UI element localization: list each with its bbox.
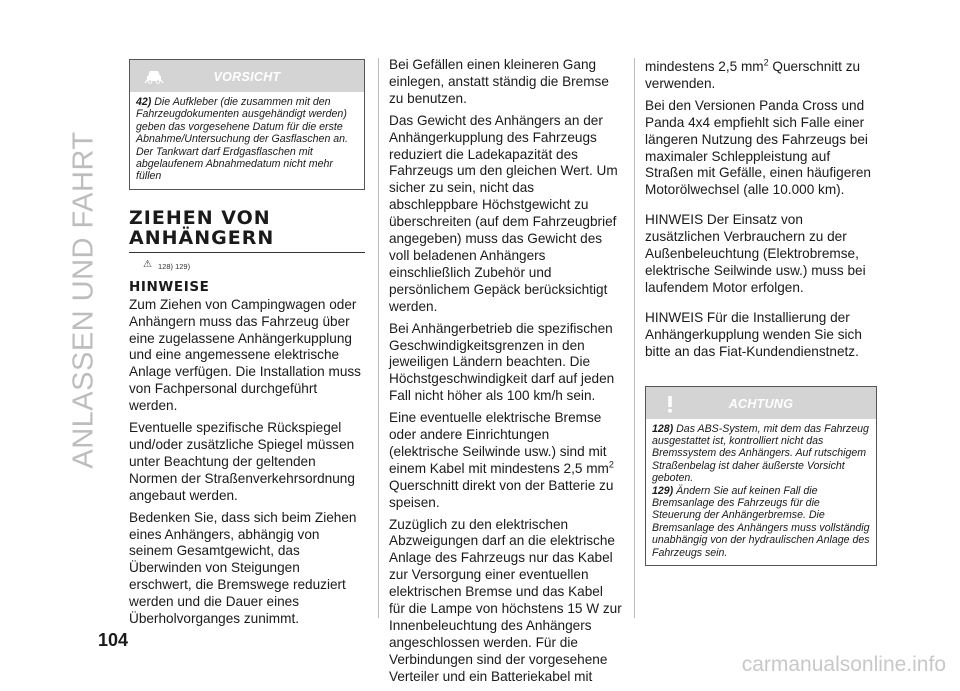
paragraph: Bei den Versionen Panda Cross und Panda 4x4 empfiehlt sich Falle einer längeren Nutzung des Fahrzeugs bei maximaler Schleppleistung auf Straßen mit Gefälle, einen häufigeren Motorölwechsel (alle 10.000 km).: [645, 97, 871, 198]
paragraph: Eventuelle spezifische Rückspiegel und/oder zusätzliche Spiegel müssen unter Beachtung der geltenden Normen der Straßenverkehrsordnung angebaut werden.: [129, 420, 355, 503]
section-heading: [129, 208, 365, 248]
attention-box: [645, 386, 877, 566]
warning-triangle-icon: ⚠: [143, 258, 152, 270]
column-2: [389, 57, 622, 691]
caution-box-header: [130, 60, 364, 92]
subheading: HINWEISE: [129, 278, 210, 295]
attention-item: [652, 485, 870, 559]
superscript: 2: [763, 57, 769, 68]
paragraph-text: Eine eventuelle elektrische Bremse oder andere Einrichtungen (elektrische Seilwinde usw.) sind mit einem Kabel mit mindestens 2,5 mm: [389, 410, 609, 476]
paragraph: [389, 410, 622, 511]
section-heading-line-2: ANHÄNGERN: [129, 226, 275, 249]
attention-item-text: Ändern Sie auf keinen Fall die Bremsanlage des Fahrzeugs für die Steuerung der Anhängerbremse. Die Bremsanlage des Anhängers muss vollständig unabhängig von der hydraulischen Anlage des Fahrzeugs sein.: [652, 484, 870, 559]
superscript: 2: [608, 459, 614, 470]
paragraph: Das Gewicht des Anhängers an der Anhängerkupplung des Fahrzeugs reduziert die Ladekapazität des Fahrzeugs um den gleichen Wert. Um sicher zu sein, nicht das abschleppbare Höchstgewicht zu überschreiten (auf dem Fahrzeugbrief angegeben) muss das Gewicht des voll beladenen Anhängers einschließlich Zubehör und persönlichem Gepäck berücksichtigt werden.: [389, 112, 618, 314]
paragraph: Zuzüglich zu den elektrischen Abzweigungen darf an die elektrische Anlage des Fahrzeugs nur das Kabel zur Versorgung einer eventuellen elektrischen Bremse und das Kabel für die Lampe von höchstens 15 W zur Innenbeleuchtung des Anhängers angeschlossen werden. Für die Verbindungen sind der vorgesehene Verteiler und ein Batteriekabel mit: [389, 516, 622, 684]
paragraph-text: Querschnitt direkt von der Batterie zu speisen.: [389, 477, 614, 510]
caution-box-body: [130, 92, 364, 189]
section-rule: [129, 252, 365, 253]
attention-box-body: [646, 419, 876, 565]
paragraph: Bedenken Sie, dass sich beim Ziehen eines Anhängers, abhängig von seinem Gesamtgewicht, das Überwinden von Steigungen erschwert, die Bremswege reduziert werden und die Dauer eines Überholvorganges zunimmt.: [129, 509, 357, 627]
note-paragraph: HINWEIS Für die Installierung der Anhängerkupplung wenden Sie sich bitte an das Fiat-Kundendienstnetz.: [645, 309, 862, 359]
column-3: [645, 59, 877, 576]
attention-item-text: Das ABS-System, mit dem das Fahrzeug ausgestattet ist, kontrolliert nicht das Bremssystem des Anhängers. Auf rutschigem Straßenbelag ist daher äußerste Vorsicht geboten.: [652, 422, 869, 485]
column-divider-1: [378, 58, 379, 618]
chapter-side-title: ANLASSEN UND FAHRT: [67, 131, 100, 469]
paragraph: [645, 59, 877, 93]
paragraph-text: mindestens 2,5 mm: [645, 59, 764, 74]
attention-box-header: [646, 387, 876, 419]
note-paragraph: HINWEIS Der Einsatz von zusätzlichen Verbrauchern zu der Außenbeleuchtung (Elektrobremse, elektrische Seilwinde usw.) muss bei laufendem Motor erfolgen.: [645, 212, 866, 295]
caution-item: [136, 96, 358, 183]
paragraph: Bei Gefällen einen kleineren Gang einlegen, anstatt ständig die Bremse zu benutzen.: [389, 57, 609, 106]
warning-references: [143, 257, 365, 271]
page-number: 104: [98, 630, 129, 650]
watermark: carmanualsonline.info: [741, 653, 946, 676]
section-heading-line-1: ZIEHEN VON: [129, 206, 271, 229]
attention-box-title: ACHTUNG: [728, 396, 794, 411]
column-1: [129, 59, 365, 633]
caution-box: [129, 59, 365, 190]
paragraph: Zum Ziehen von Campingwagen oder Anhängern muss das Fahrzeug über eine zugelassene Anhängerkupplung und eine angemessene elektrische Anlage verfügen. Die Installation muss von Fachpersonal durchgeführt werden.: [129, 296, 361, 414]
paragraph: Bei Anhängerbetrieb die spezifischen Geschwindigkeitsgrenzen in den jeweiligen Ländern beachten. Die Höchstgeschwindigkeit darf auf jeden Fall nicht höher als 100 km/h sein.: [389, 320, 615, 404]
attention-item-number: 128): [652, 422, 674, 435]
paragraph-text: Querschnitt zu verwenden.: [645, 59, 861, 91]
warning-references-text: 128) 129): [158, 261, 191, 271]
caution-box-title: VORSICHT: [213, 70, 281, 84]
caution-item-number: 42): [136, 96, 152, 108]
caution-item-text: Die Aufkleber (die zusammen mit den Fahrzeugdokumenten ausgehändigt werden) geben das vorgesehene Datum für die erste Abnahme/Untersuchung der Gasflaschen an. Der Tankwart darf Erdgasflaschen mit abgelaufenem Abnahmedatum nicht mehr füllen: [136, 96, 349, 183]
attention-item: [652, 423, 870, 485]
attention-item-number: 129): [652, 484, 674, 497]
column-divider-2: [634, 58, 635, 618]
